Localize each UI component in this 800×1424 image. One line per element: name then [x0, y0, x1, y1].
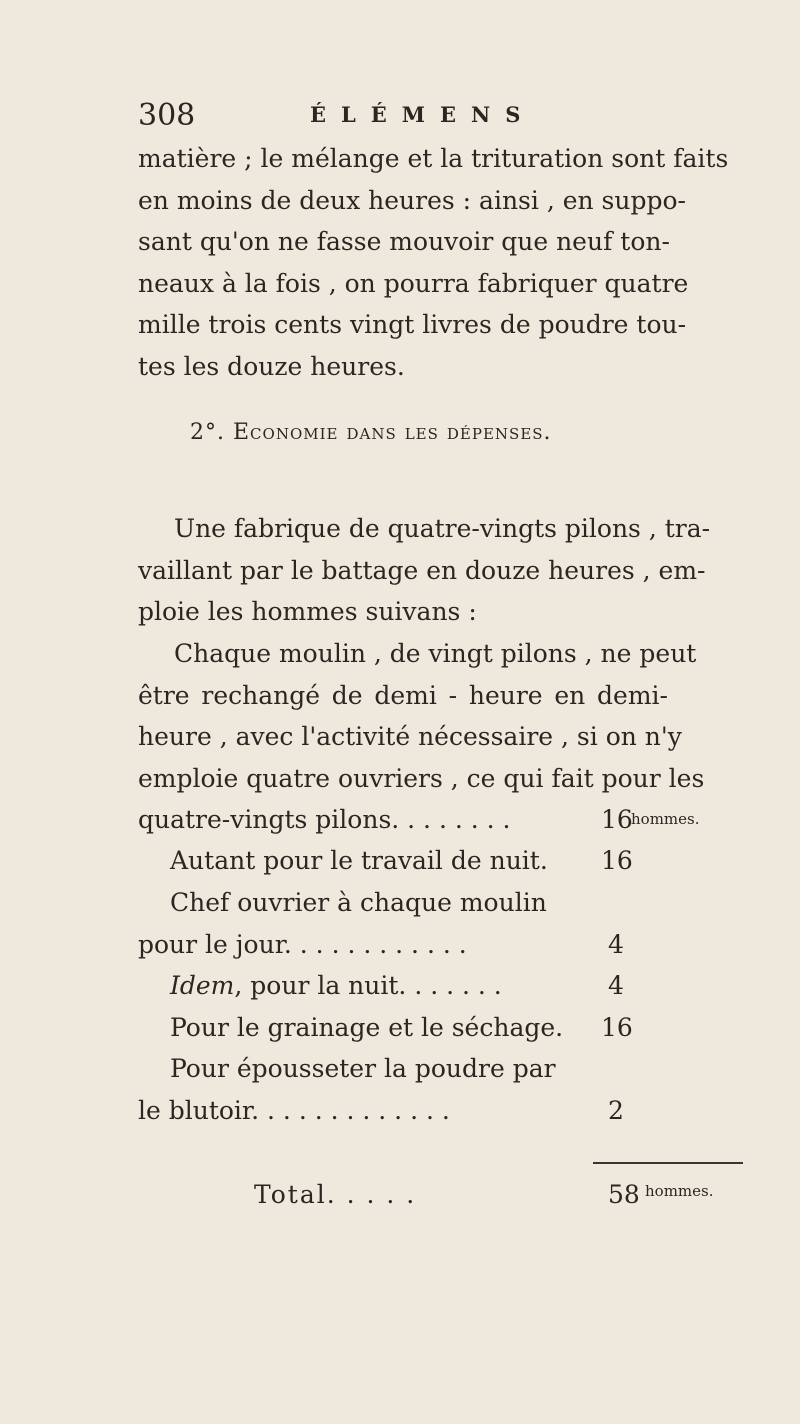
item-count: 16	[601, 1013, 633, 1042]
text-line: mille trois cents vingt livres de poudre tou-	[138, 310, 687, 339]
item-label-continued: le blutoir. . . . . . . . . . . . .	[138, 1095, 450, 1125]
text-line: heure , avec l'activité nécessaire , si on n'y	[138, 722, 682, 751]
text-line: tes les douze heures.	[138, 351, 405, 381]
text-line: vaillant par le battage en douze heures , em-	[138, 555, 706, 585]
item-label: , pour la nuit. . . . . . .	[234, 971, 502, 1000]
running-title: ÉLÉMENS	[310, 102, 536, 127]
item-count: 4	[608, 971, 624, 1000]
list-item	[170, 840, 670, 882]
item-label-continued: pour le jour. . . . . . . . . . . .	[138, 929, 467, 959]
text-line: matière ; le mélange et la trituration sont faits	[138, 144, 729, 173]
item-label: Chef ouvrier à chaque moulin	[170, 888, 547, 917]
item-unit: hommes.	[631, 810, 700, 828]
total-row	[254, 1180, 774, 1222]
total-unit: hommes.	[645, 1182, 714, 1200]
item-count: 16	[601, 805, 633, 834]
list-item	[170, 1007, 670, 1049]
list-item	[138, 882, 670, 965]
item-label-emphasis: Idem	[170, 971, 235, 1000]
text-line: Une fabrique de quatre-vingts pilons , tra-	[174, 514, 711, 543]
text-line: en moins de deux heures : ainsi , en suppo-	[138, 185, 686, 215]
list-item	[170, 965, 670, 1007]
text-line: ploie les hommes suivans :	[138, 597, 477, 626]
total-count: 58	[608, 1180, 640, 1209]
item-label: Autant pour le travail de nuit.	[170, 846, 548, 875]
intro-paragraph	[138, 138, 729, 387]
total-label: Total. . . . .	[254, 1180, 417, 1209]
moulin-paragraph	[138, 633, 705, 799]
text-line: neaux à la fois , on pourra fabriquer quatre	[138, 268, 689, 298]
text-line: emploie quatre ouvriers , ce qui fait pour les	[138, 763, 705, 793]
section-heading: 2°. Economie dans les dépenses.	[190, 420, 552, 445]
item-label: Pour épousseter la poudre par	[170, 1054, 556, 1083]
item-count: 16	[601, 846, 633, 875]
item-count: 2	[608, 1095, 624, 1125]
text-line: être rechangé de demi - heure en demi-	[138, 680, 668, 710]
total-rule	[593, 1162, 743, 1164]
fabrique-paragraph	[138, 508, 711, 633]
list-item	[138, 1048, 670, 1131]
item-count: 4	[608, 929, 624, 959]
page-number: 308	[138, 98, 196, 133]
text-line: Chaque moulin , de vingt pilons , ne peut	[174, 639, 697, 668]
item-label: quatre-vingts pilons. . . . . . . .	[138, 805, 511, 834]
text-line: sant qu'on ne fasse mouvoir que neuf ton-	[138, 227, 670, 256]
list-item	[138, 799, 700, 841]
item-label: Pour le grainage et le séchage.	[170, 1013, 564, 1042]
